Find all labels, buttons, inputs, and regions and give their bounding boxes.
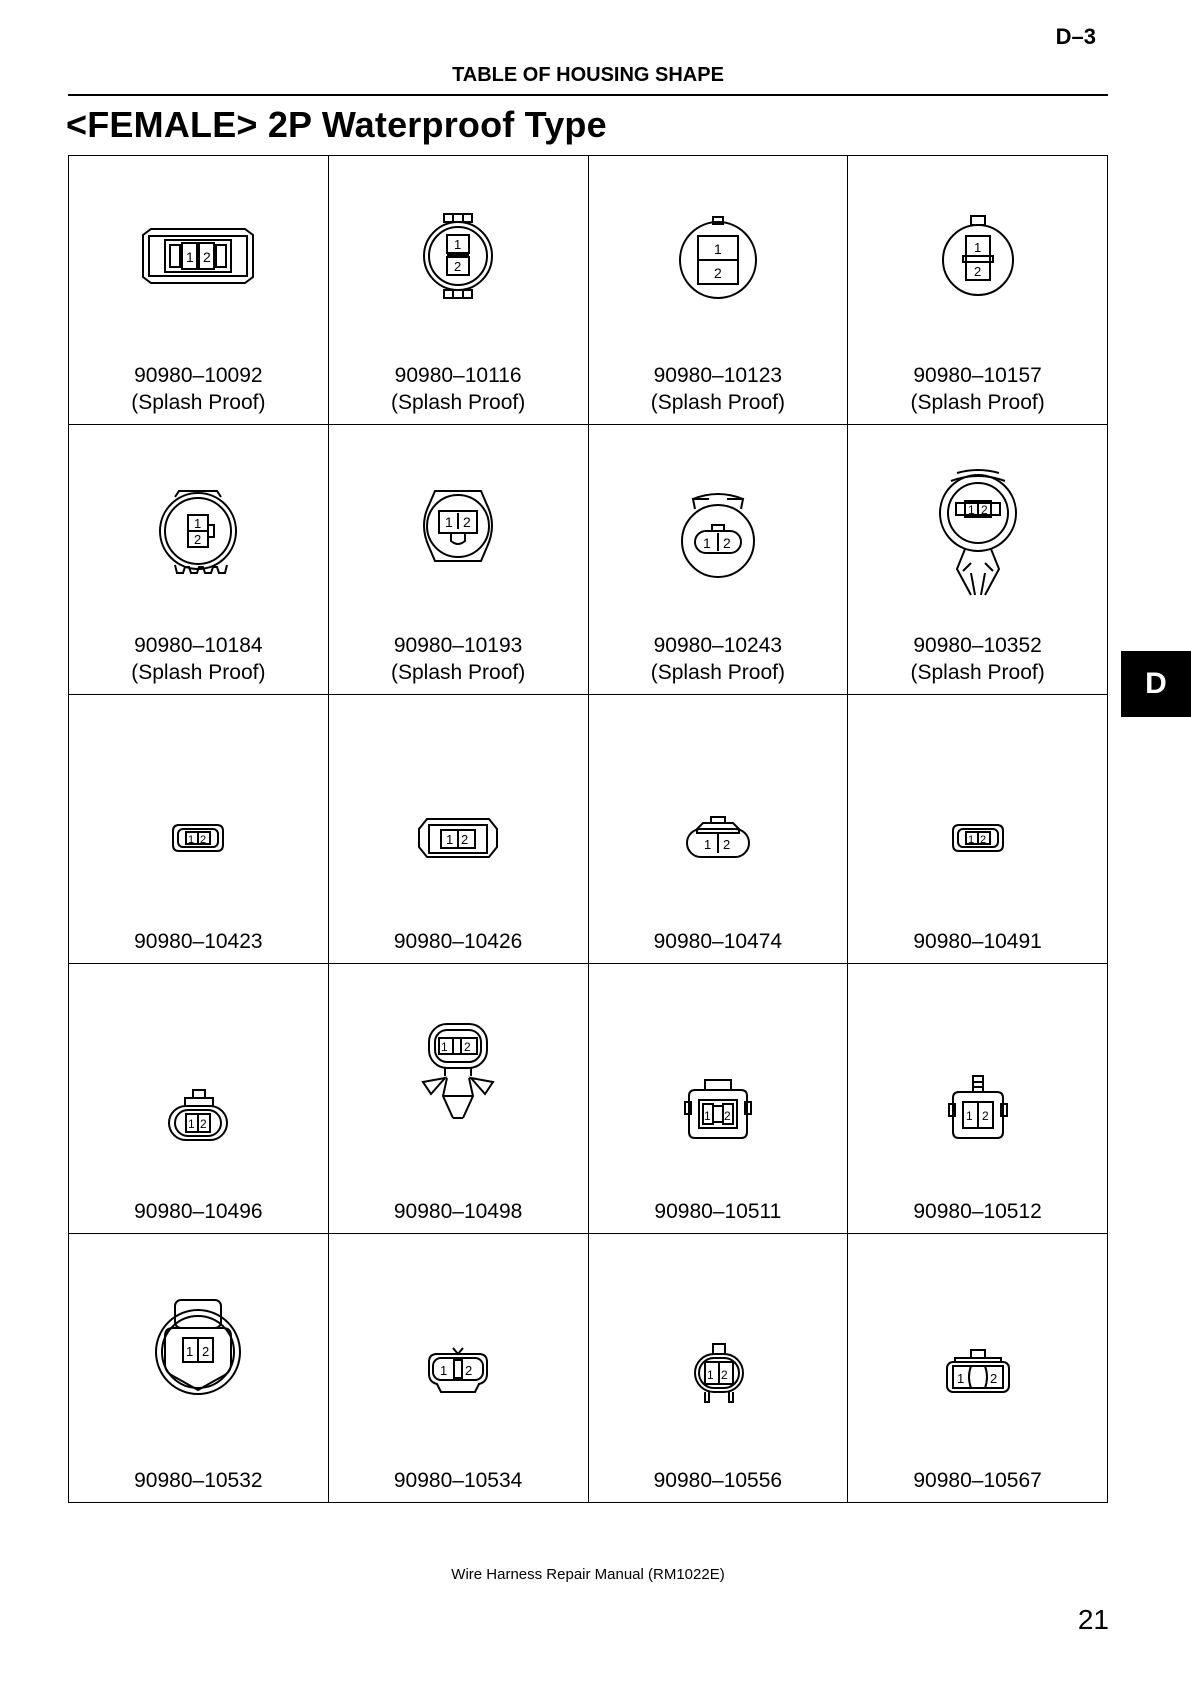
table-cell — [589, 964, 849, 1233]
svg-text:1: 1 — [445, 514, 453, 531]
connector-drawing-icon — [113, 1272, 283, 1452]
table-cell — [848, 156, 1108, 425]
svg-text:2: 2 — [200, 833, 207, 846]
part-note: (Splash Proof) — [910, 660, 1045, 684]
part-number: 90980–10184 — [134, 633, 263, 657]
part-number: 90980–10157 — [913, 364, 1042, 388]
svg-text:1: 1 — [965, 1109, 973, 1124]
part-number: 90980–10496 — [134, 1199, 263, 1223]
part-note: (Splash Proof) — [391, 391, 526, 415]
connector-label — [589, 1198, 848, 1225]
table-cell — [589, 1234, 849, 1503]
svg-text:2: 2 — [465, 1362, 473, 1378]
part-number: 90980–10567 — [913, 1468, 1042, 1492]
svg-text:2: 2 — [463, 514, 471, 531]
svg-text:1: 1 — [446, 831, 454, 847]
section-title: TABLE OF HOUSING SHAPE — [452, 64, 724, 86]
part-note: (Splash Proof) — [650, 391, 785, 415]
part-number: 90980–10116 — [394, 364, 522, 388]
svg-text:1: 1 — [186, 249, 195, 265]
connector-drawing-icon — [373, 733, 543, 913]
svg-text:1: 1 — [973, 240, 981, 255]
svg-text:2: 2 — [200, 1117, 208, 1132]
connector-drawing-icon — [113, 194, 283, 374]
section-tab: D — [1121, 651, 1191, 717]
svg-text:1: 1 — [702, 535, 711, 552]
table-cell — [329, 156, 589, 425]
connector-label — [69, 1467, 328, 1494]
connector-drawing-icon — [893, 733, 1063, 913]
svg-text:2: 2 — [973, 264, 981, 279]
svg-text:2: 2 — [981, 1109, 989, 1124]
svg-text:1: 1 — [188, 833, 195, 846]
connector-label — [69, 632, 328, 686]
part-number: 90980–10498 — [393, 1199, 523, 1223]
connector-drawing-icon — [893, 463, 1063, 643]
connector-label — [329, 1198, 588, 1225]
part-number: 90980–10123 — [653, 364, 783, 388]
svg-text:2: 2 — [454, 259, 462, 274]
svg-text:1: 1 — [186, 1343, 194, 1359]
svg-text:1: 1 — [454, 237, 462, 252]
connector-label — [69, 928, 328, 955]
page-code: D–3 — [1055, 24, 1096, 49]
connector-label — [589, 632, 848, 686]
table-cell — [848, 964, 1108, 1233]
table-cell — [69, 425, 329, 694]
part-note: (Splash Proof) — [650, 660, 785, 684]
connector-label — [69, 362, 328, 416]
connector-drawing-icon — [633, 194, 803, 374]
svg-text:1: 1 — [441, 1040, 448, 1055]
svg-text:2: 2 — [979, 833, 986, 846]
connector-drawing-icon — [893, 1272, 1063, 1452]
part-note: (Splash Proof) — [131, 660, 266, 684]
table-cell — [589, 425, 849, 694]
connector-label — [848, 362, 1107, 416]
part-number: 90980–10556 — [653, 1468, 783, 1492]
svg-text:1: 1 — [967, 503, 975, 518]
table-cell — [69, 695, 329, 964]
connector-drawing-icon — [113, 463, 283, 643]
svg-text:1: 1 — [956, 1370, 964, 1386]
svg-text:2: 2 — [203, 249, 212, 265]
connector-label — [329, 928, 588, 955]
table-cell — [848, 1234, 1108, 1503]
table-cell — [848, 425, 1108, 694]
connector-label — [848, 928, 1107, 955]
svg-text:2: 2 — [723, 1109, 731, 1124]
connector-label — [69, 1198, 328, 1225]
svg-text:2: 2 — [722, 535, 731, 552]
part-number: 90980–10512 — [913, 1199, 1042, 1223]
svg-text:2: 2 — [989, 1370, 997, 1386]
part-number: 90980–10352 — [913, 633, 1042, 657]
svg-text:1: 1 — [967, 833, 974, 846]
table-cell — [329, 425, 589, 694]
page-number: 21 — [1077, 1604, 1109, 1635]
table-cell — [589, 695, 849, 964]
connector-label — [589, 362, 848, 416]
svg-text:1: 1 — [194, 516, 202, 532]
svg-text:2: 2 — [202, 1343, 210, 1359]
connector-label — [329, 632, 588, 686]
page-title: <FEMALE> 2P Waterproof Type — [66, 104, 607, 145]
connector-label — [589, 928, 848, 955]
connector-label — [329, 362, 588, 416]
part-number: 90980–10243 — [653, 633, 783, 657]
svg-text:2: 2 — [720, 1367, 728, 1382]
connector-drawing-icon — [373, 463, 543, 643]
housing-table — [68, 155, 1108, 1503]
connector-label — [329, 1467, 588, 1494]
connector-drawing-icon — [633, 1002, 803, 1182]
table-cell — [589, 156, 849, 425]
part-number: 90980–10532 — [134, 1468, 263, 1492]
connector-drawing-icon — [633, 1272, 803, 1452]
part-note: (Splash Proof) — [131, 391, 266, 415]
table-cell — [69, 156, 329, 425]
connector-label — [848, 1198, 1107, 1225]
part-number: 90980–10511 — [654, 1199, 782, 1223]
svg-text:1: 1 — [188, 1117, 196, 1132]
table-cell — [69, 1234, 329, 1503]
connector-drawing-icon — [113, 1002, 283, 1182]
connector-drawing-icon — [373, 194, 543, 374]
connector-drawing-icon — [373, 1002, 543, 1182]
svg-text:1: 1 — [703, 836, 712, 852]
footer: Wire Harness Repair Manual (RM1022E) — [451, 1566, 725, 1583]
svg-text:2: 2 — [713, 265, 722, 281]
part-number: 90980–10534 — [393, 1468, 523, 1492]
part-number: 90980–10426 — [393, 930, 523, 954]
connector-drawing-icon — [893, 194, 1063, 374]
part-number: 90980–10474 — [653, 930, 783, 954]
table-cell — [848, 695, 1108, 964]
connector-drawing-icon — [633, 733, 803, 913]
table-cell — [69, 964, 329, 1233]
connector-label — [589, 1467, 848, 1494]
part-number: 90980–10491 — [913, 930, 1042, 954]
table-cell — [329, 964, 589, 1233]
part-number: 90980–10423 — [134, 930, 263, 954]
part-number: 90980–10193 — [393, 633, 523, 657]
svg-text:2: 2 — [980, 503, 988, 518]
svg-text:2: 2 — [722, 836, 731, 852]
svg-text:2: 2 — [464, 1040, 471, 1055]
svg-text:1: 1 — [713, 241, 722, 257]
connector-drawing-icon — [893, 1002, 1063, 1182]
svg-text:1: 1 — [706, 1367, 714, 1382]
table-cell — [329, 1234, 589, 1503]
connector-label — [848, 632, 1107, 686]
part-note: (Splash Proof) — [910, 391, 1045, 415]
svg-text:2: 2 — [194, 532, 202, 548]
svg-text:1: 1 — [440, 1362, 448, 1378]
connector-drawing-icon — [113, 733, 283, 913]
connector-drawing-icon — [373, 1272, 543, 1452]
svg-text:2: 2 — [461, 831, 469, 847]
table-cell — [329, 695, 589, 964]
connector-drawing-icon — [633, 463, 803, 643]
header-rule — [68, 94, 1108, 96]
connector-label — [848, 1467, 1107, 1494]
svg-text:1: 1 — [703, 1109, 711, 1124]
part-note: (Splash Proof) — [391, 660, 526, 684]
part-number: 90980–10092 — [134, 364, 263, 388]
